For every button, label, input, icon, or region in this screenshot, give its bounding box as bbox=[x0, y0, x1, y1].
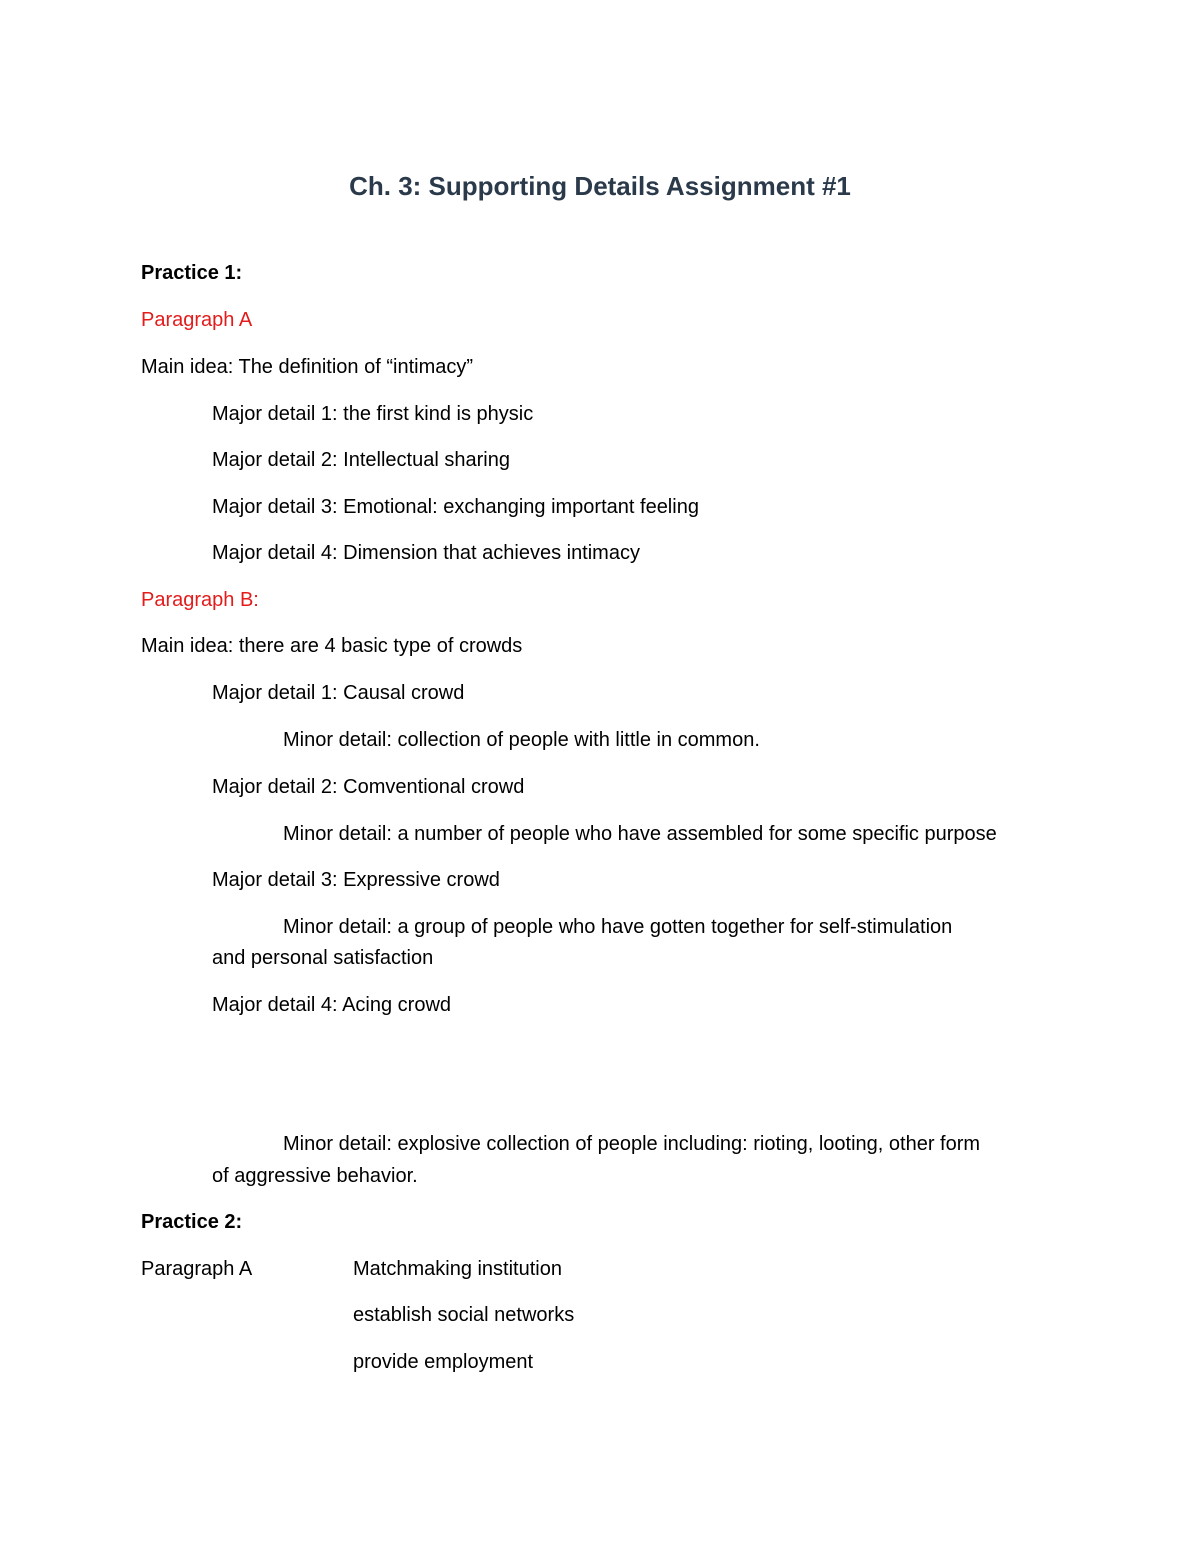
paragraph-b-main-idea: Main idea: there are 4 basic type of crowds bbox=[141, 635, 523, 657]
paragraph-b-major-detail-2: Major detail 2: Comventional crowd bbox=[212, 776, 525, 798]
paragraph-a-major-detail-3: Major detail 3: Emotional: exchanging important feeling bbox=[212, 496, 699, 518]
practice-2-paragraph-a-label: Paragraph A bbox=[141, 1258, 253, 1280]
practice-2-item-3: provide employment bbox=[353, 1351, 534, 1373]
paragraph-b-minor-detail-3-continued: and personal satisfaction bbox=[212, 947, 434, 969]
paragraph-b-minor-detail-2: Minor detail: a number of people who have assembled for some specific purpose bbox=[283, 823, 997, 845]
practice-2-item-1: Matchmaking institution bbox=[353, 1258, 562, 1280]
paragraph-b-major-detail-1: Major detail 1: Causal crowd bbox=[212, 682, 465, 704]
paragraph-b-label: Paragraph B: bbox=[141, 589, 259, 611]
paragraph-b-minor-detail-3: Minor detail: a group of people who have gotten together for self-stimulation bbox=[283, 916, 953, 938]
practice-2-heading: Practice 2: bbox=[141, 1211, 243, 1233]
paragraph-b-minor-detail-1: Minor detail: collection of people with little in common. bbox=[283, 729, 760, 751]
practice-1-heading: Practice 1: bbox=[141, 262, 243, 284]
paragraph-a-major-detail-4: Major detail 4: Dimension that achieves intimacy bbox=[212, 542, 640, 564]
paragraph-b-major-detail-4: Major detail 4: Acing crowd bbox=[212, 994, 452, 1016]
paragraph-a-major-detail-1: Major detail 1: the first kind is physic bbox=[212, 403, 534, 425]
paragraph-a-major-detail-2: Major detail 2: Intellectual sharing bbox=[212, 449, 510, 471]
paragraph-b-major-detail-3: Major detail 3: Expressive crowd bbox=[212, 869, 500, 891]
paragraph-a-label: Paragraph A bbox=[141, 309, 253, 331]
document-title: Ch. 3: Supporting Details Assignment #1 bbox=[349, 171, 851, 201]
paragraph-a-main-idea: Main idea: The definition of “intimacy” bbox=[141, 356, 474, 378]
paragraph-b-minor-detail-4-continued: of aggressive behavior. bbox=[212, 1165, 418, 1187]
practice-2-item-2: establish social networks bbox=[353, 1304, 575, 1326]
paragraph-b-minor-detail-4: Minor detail: explosive collection of people including: rioting, looting, other form bbox=[283, 1133, 981, 1155]
